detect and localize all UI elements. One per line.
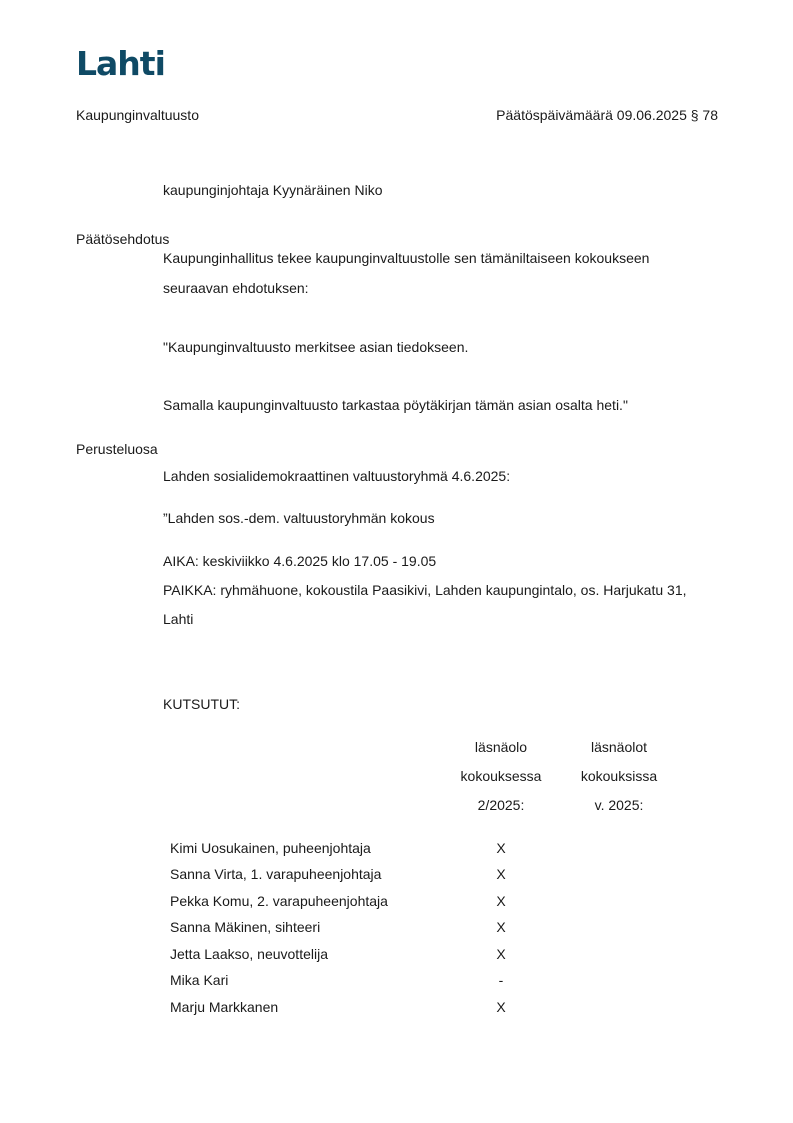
- body-name: Kaupunginvaltuusto: [76, 107, 199, 123]
- column-header: läsnäolo: [474, 739, 528, 755]
- attendee-name: Kimi Uosukainen, puheenjohtaja: [170, 840, 371, 856]
- attendee-name: Jetta Laakso, neuvottelija: [170, 946, 328, 962]
- proposal-heading: Päätösehdotus: [76, 231, 170, 247]
- column-header: v. 2025:: [594, 797, 644, 813]
- proposal-line: seuraavan ehdotuksen:: [163, 280, 309, 296]
- attendee-name: Marju Markkanen: [170, 999, 279, 1015]
- attendee-name: Pekka Komu, 2. varapuheenjohtaja: [170, 893, 388, 909]
- proposal-line: "Kaupunginvaltuusto merkitsee asian tiedokseen.: [163, 339, 469, 355]
- attendance-mark: X: [496, 866, 506, 882]
- invited-heading: KUTSUTUT:: [163, 696, 240, 712]
- attendance-mark: X: [496, 840, 506, 856]
- grounds-line: PAIKKA: ryhmähuone, kokoustila Paasikivi, Lahden kaupungintalo, os. Harjukatu 31,: [163, 582, 687, 598]
- column-header: 2/2025:: [477, 797, 525, 813]
- attendance-mark: X: [496, 893, 506, 909]
- grounds-line: Lahden sosialidemokraattinen valtuustoryhmä 4.6.2025:: [163, 468, 511, 484]
- attendee-name: Sanna Virta, 1. varapuheenjohtaja: [170, 866, 382, 882]
- column-header: kokouksissa: [580, 768, 658, 784]
- grounds-heading: Perusteluosa: [76, 441, 158, 457]
- column-header: kokouksessa: [460, 768, 542, 784]
- presenter: kaupunginjohtaja Kyynäräinen Niko: [163, 182, 383, 198]
- attendee-name: Sanna Mäkinen, sihteeri: [170, 919, 321, 935]
- attendance-mark: X: [496, 919, 506, 935]
- lahti-logo: Lahti: [76, 44, 165, 83]
- attendance-mark: -: [498, 972, 504, 988]
- grounds-line: AIKA: keskiviikko 4.6.2025 klo 17.05 - 19.05: [163, 553, 437, 569]
- decision-date: Päätöspäivämäärä 09.06.2025 § 78: [496, 107, 718, 123]
- proposal-line: Samalla kaupunginvaltuusto tarkastaa pöytäkirjan tämän asian osalta heti.": [163, 397, 628, 413]
- grounds-line: ”Lahden sos.-dem. valtuustoryhmän kokous: [163, 510, 435, 526]
- attendance-mark: X: [496, 999, 506, 1015]
- column-header: läsnäolot: [590, 739, 648, 755]
- attendee-name: Mika Kari: [170, 972, 229, 988]
- proposal-line: Kaupunginhallitus tekee kaupunginvaltuustolle sen tämäniltaiseen kokoukseen: [163, 250, 650, 266]
- grounds-line: Lahti: [163, 611, 194, 627]
- attendance-mark: X: [496, 946, 506, 962]
